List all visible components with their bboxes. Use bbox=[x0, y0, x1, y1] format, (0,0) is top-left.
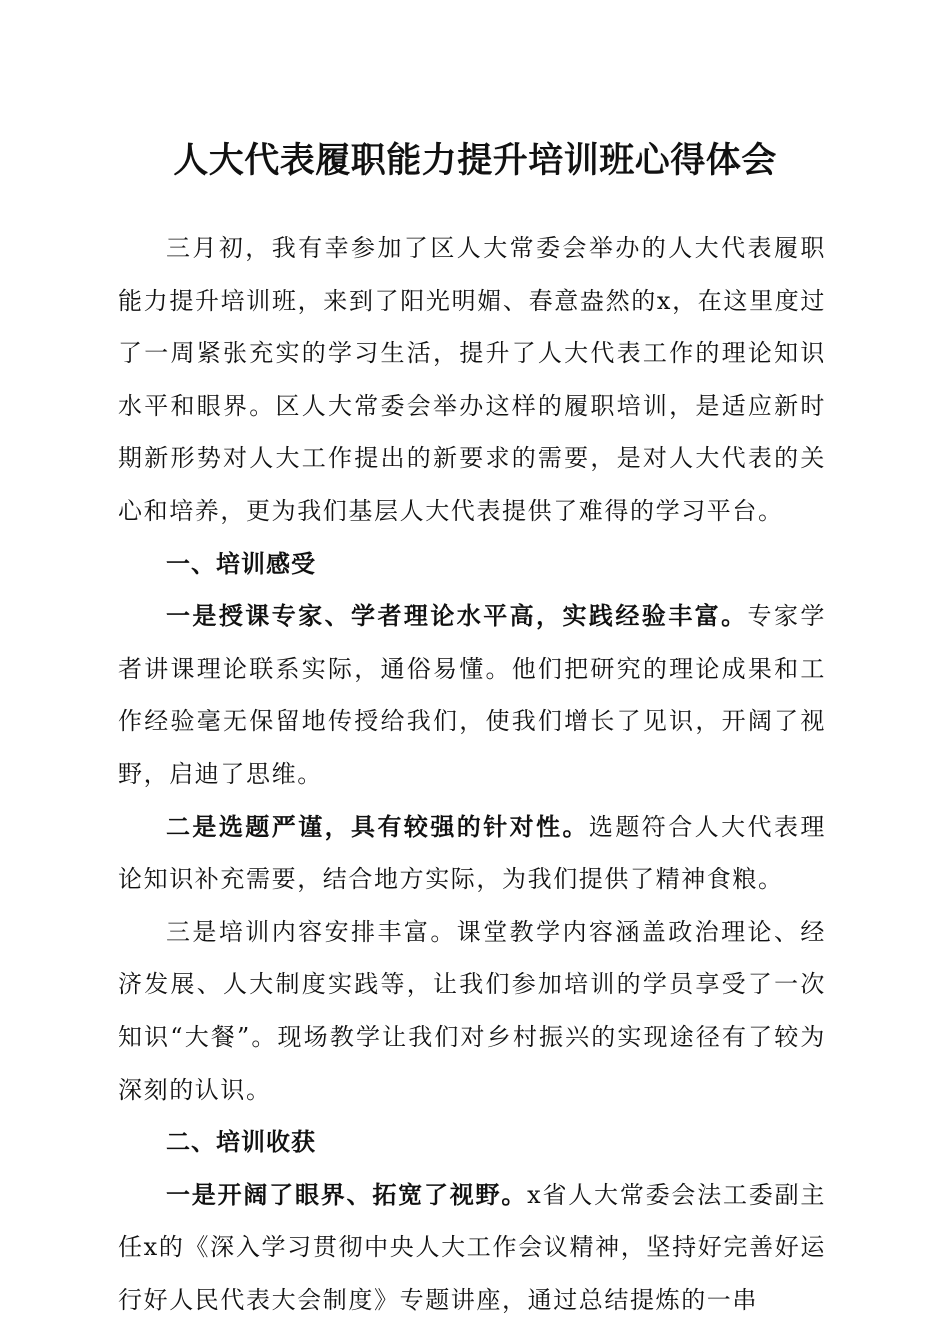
feelings-paragraph-3 bbox=[118, 906, 826, 1116]
document-title: 人大代表履职能力提升培训班心得体会 bbox=[173, 141, 777, 181]
feelings-paragraph-1 bbox=[118, 590, 826, 800]
feelings-point-2-lead: 二是选题严谨，具有较强的针对性。 bbox=[166, 812, 589, 841]
gains-point-1-text: x省人大常委会法工委副主任x的《深入学习贯彻中央人大工作会议精神，坚持好完善好运行好人民代表大会制度》专题讲座，通过总结提炼的一串 bbox=[118, 1180, 826, 1314]
section-heading-feelings: 一、培训感受 bbox=[166, 549, 316, 578]
intro-paragraph: 三月初，我有幸参加了区人大常委会举办的人大代表履职能力提升培训班，来到了阳光明媚、春意盎然的x，在这里度过了一周紧张充实的学习生活，提升了人大代表工作的理论知识水平和眼界。区人大常委会举办这样的履职培训，是适应新时期新形势对人大工作提出的新要求的需要，是对人大代表的关心和培养，更为我们基层人大代表提供了难得的学习平台。 bbox=[118, 234, 826, 525]
feelings-paragraph-2 bbox=[118, 801, 826, 906]
feelings-point-3-lead: 三是培训内容安排丰富。 bbox=[166, 917, 457, 946]
feelings-point-2-text: 选题符合人大代表理论知识补充需要，结合地方实际，为我们提供了精神食粮。 bbox=[118, 812, 826, 894]
feelings-point-3-text: 课堂教学内容涵盖政治理论、经济发展、人大制度实践等，让我们参加培训的学员享受了一次知识“大餐”。现场教学让我们对乡村振兴的实现途径有了较为深刻的认识。 bbox=[118, 917, 826, 1104]
section-heading-gains: 二、培训收获 bbox=[166, 1128, 316, 1157]
gains-paragraph-1 bbox=[118, 1169, 826, 1327]
feelings-point-1-lead: 一是授课专家、学者理论水平高，实践经验丰富。 bbox=[166, 602, 748, 631]
feelings-point-1-text: 专家学者讲课理论联系实际，通俗易懂。他们把研究的理论成果和工作经验毫无保留地传授给我们，使我们增长了见识，开阔了视野，启迪了思维。 bbox=[118, 602, 826, 788]
gains-point-1-lead: 一是开阔了眼界、拓宽了视野。 bbox=[166, 1180, 528, 1209]
document-body bbox=[118, 222, 826, 1326]
